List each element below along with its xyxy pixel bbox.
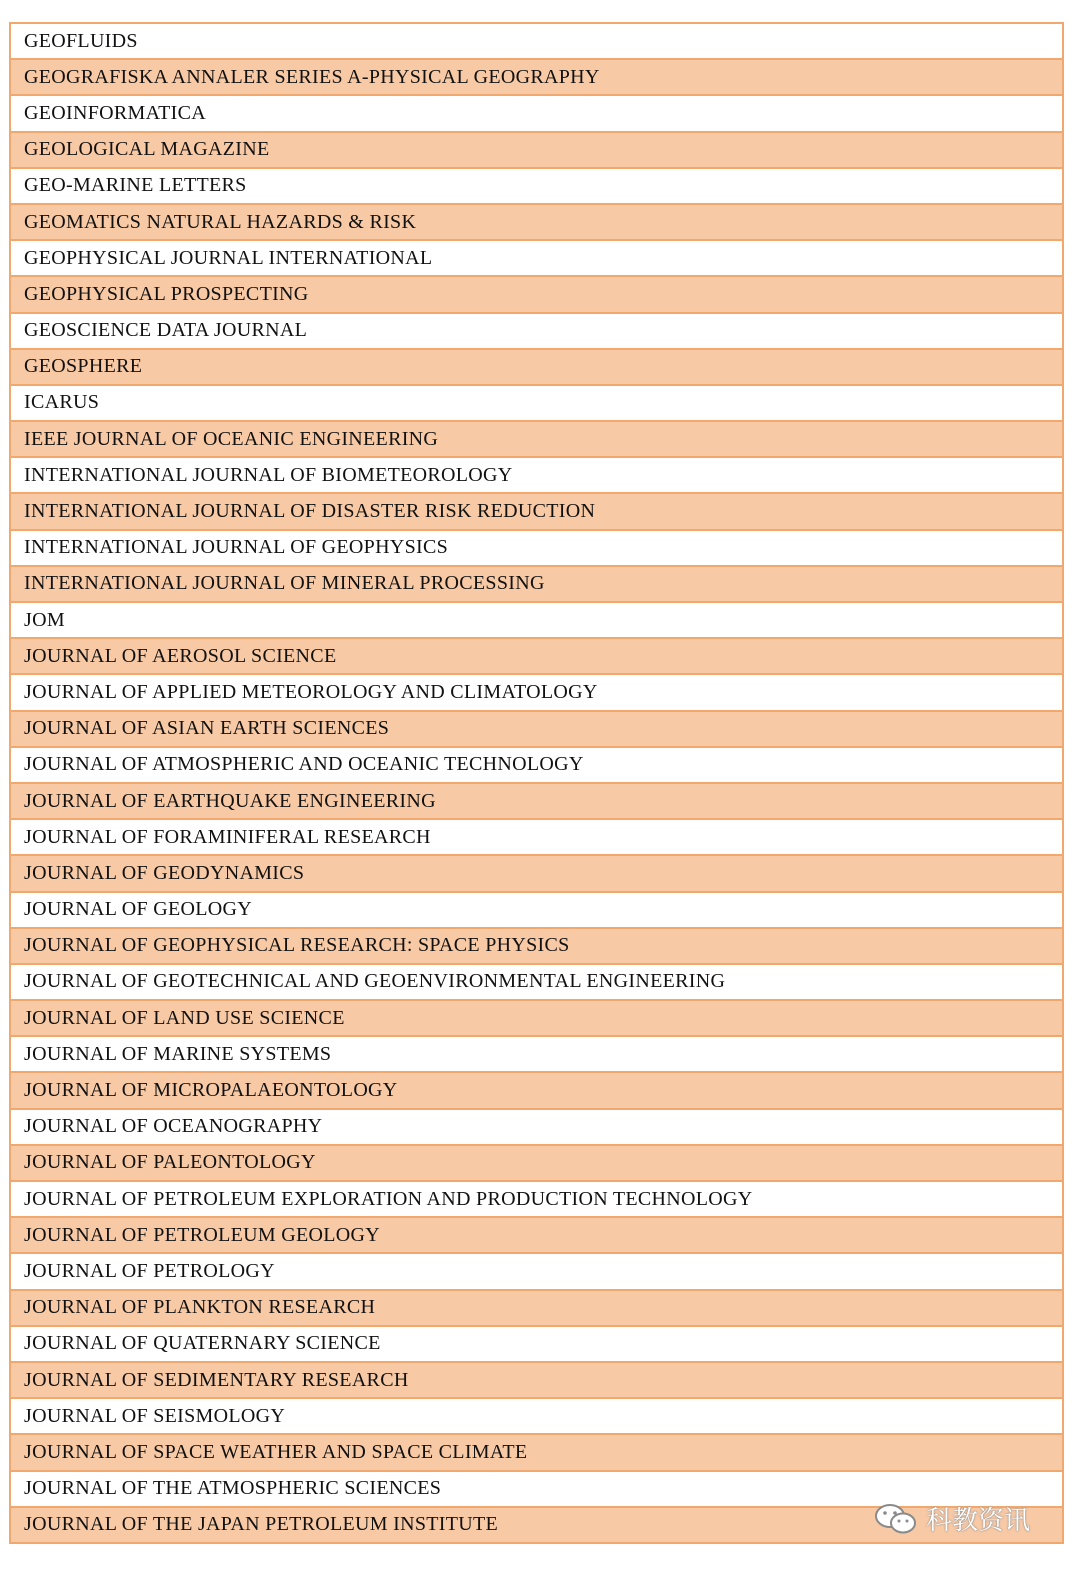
journal-name-cell: GEOGRAFISKA ANNALER SERIES A-PHYSICAL GEOGRAPHY [10, 59, 1063, 95]
journal-name-cell: JOURNAL OF PETROLOGY [10, 1253, 1063, 1289]
table-row [10, 349, 1063, 385]
journal-name-cell: JOURNAL OF MICROPALAEONTOLOGY [10, 1072, 1063, 1108]
journal-name-cell: JOURNAL OF THE JAPAN PETROLEUM INSTITUTE [10, 1507, 1063, 1543]
journal-name-cell: GEOPHYSICAL PROSPECTING [10, 276, 1063, 312]
journal-name-cell: GEOPHYSICAL JOURNAL INTERNATIONAL [10, 240, 1063, 276]
journal-name-cell: JOURNAL OF PLANKTON RESEARCH [10, 1290, 1063, 1326]
watermark [874, 1500, 1030, 1537]
table-row [10, 928, 1063, 964]
journal-name-cell: JOURNAL OF GEOLOGY [10, 892, 1063, 928]
table-row [10, 1434, 1063, 1470]
table-row [10, 602, 1063, 638]
table-row [10, 1362, 1063, 1398]
table-row [10, 964, 1063, 1000]
table-row [10, 313, 1063, 349]
journal-name-cell: JOURNAL OF ASIAN EARTH SCIENCES [10, 711, 1063, 747]
journal-name-cell: INTERNATIONAL JOURNAL OF DISASTER RISK REDUCTION [10, 493, 1063, 529]
table-row [10, 23, 1063, 59]
journal-name-cell: GEOSPHERE [10, 349, 1063, 385]
table-row [10, 1290, 1063, 1326]
table-row [10, 95, 1063, 131]
table-row [10, 819, 1063, 855]
journal-name-cell: GEO-MARINE LETTERS [10, 168, 1063, 204]
table-row [10, 276, 1063, 312]
journal-name-cell: JOURNAL OF SEISMOLOGY [10, 1398, 1063, 1434]
table-row [10, 638, 1063, 674]
journal-name-cell: IEEE JOURNAL OF OCEANIC ENGINEERING [10, 421, 1063, 457]
table-row [10, 674, 1063, 710]
journal-name-cell: JOURNAL OF GEODYNAMICS [10, 855, 1063, 891]
journal-name-cell: GEOINFORMATICA [10, 95, 1063, 131]
journal-name-cell: JOURNAL OF PALEONTOLOGY [10, 1145, 1063, 1181]
journal-name-cell: INTERNATIONAL JOURNAL OF MINERAL PROCESSING [10, 566, 1063, 602]
table-row [10, 204, 1063, 240]
journal-name-cell: JOURNAL OF MARINE SYSTEMS [10, 1036, 1063, 1072]
table-row [10, 421, 1063, 457]
journal-name-cell: JOM [10, 602, 1063, 638]
table-row [10, 493, 1063, 529]
journal-name-cell: JOURNAL OF AEROSOL SCIENCE [10, 638, 1063, 674]
table-row [10, 1109, 1063, 1145]
table-row [10, 1398, 1063, 1434]
journal-name-cell: JOURNAL OF GEOTECHNICAL AND GEOENVIRONMENTAL ENGINEERING [10, 964, 1063, 1000]
journal-name-cell: JOURNAL OF QUATERNARY SCIENCE [10, 1326, 1063, 1362]
journal-table [9, 22, 1064, 1544]
journal-name-cell: JOURNAL OF PETROLEUM GEOLOGY [10, 1217, 1063, 1253]
table-row [10, 566, 1063, 602]
journal-name-cell: JOURNAL OF OCEANOGRAPHY [10, 1109, 1063, 1145]
journal-name-cell: JOURNAL OF FORAMINIFERAL RESEARCH [10, 819, 1063, 855]
table-row [10, 132, 1063, 168]
table-row [10, 1181, 1063, 1217]
table-row [10, 711, 1063, 747]
journal-name-cell: ICARUS [10, 385, 1063, 421]
journal-name-cell: JOURNAL OF EARTHQUAKE ENGINEERING [10, 783, 1063, 819]
journal-name-cell: JOURNAL OF PETROLEUM EXPLORATION AND PRODUCTION TECHNOLOGY [10, 1181, 1063, 1217]
table-row [10, 1145, 1063, 1181]
journal-name-cell: GEOFLUIDS [10, 23, 1063, 59]
wechat-icon [874, 1502, 918, 1536]
journal-name-cell: GEOMATICS NATURAL HAZARDS & RISK [10, 204, 1063, 240]
table-row [10, 530, 1063, 566]
table-row [10, 1217, 1063, 1253]
table-row [10, 1072, 1063, 1108]
journal-list [10, 23, 1063, 1543]
table-row [10, 59, 1063, 95]
table-row [10, 168, 1063, 204]
table-row [10, 747, 1063, 783]
journal-name-cell: GEOSCIENCE DATA JOURNAL [10, 313, 1063, 349]
journal-name-cell: JOURNAL OF SPACE WEATHER AND SPACE CLIMATE [10, 1434, 1063, 1470]
journal-name-cell: INTERNATIONAL JOURNAL OF BIOMETEOROLOGY [10, 457, 1063, 493]
journal-name-cell: JOURNAL OF APPLIED METEOROLOGY AND CLIMATOLOGY [10, 674, 1063, 710]
table-row [10, 457, 1063, 493]
journal-name-cell: JOURNAL OF GEOPHYSICAL RESEARCH: SPACE PHYSICS [10, 928, 1063, 964]
journal-name-cell: GEOLOGICAL MAGAZINE [10, 132, 1063, 168]
table-row [10, 385, 1063, 421]
table-row [10, 1326, 1063, 1362]
journal-name-cell: JOURNAL OF THE ATMOSPHERIC SCIENCES [10, 1471, 1063, 1507]
table-row [10, 1000, 1063, 1036]
table-row [10, 1253, 1063, 1289]
table-row [10, 855, 1063, 891]
table-row [10, 783, 1063, 819]
journal-name-cell: JOURNAL OF SEDIMENTARY RESEARCH [10, 1362, 1063, 1398]
journal-name-cell: JOURNAL OF LAND USE SCIENCE [10, 1000, 1063, 1036]
table-row [10, 240, 1063, 276]
table-row [10, 892, 1063, 928]
journal-name-cell: INTERNATIONAL JOURNAL OF GEOPHYSICS [10, 530, 1063, 566]
watermark-text: 科教资讯 [925, 1506, 1030, 1536]
journal-name-cell: JOURNAL OF ATMOSPHERIC AND OCEANIC TECHNOLOGY [10, 747, 1063, 783]
table-row [10, 1036, 1063, 1072]
